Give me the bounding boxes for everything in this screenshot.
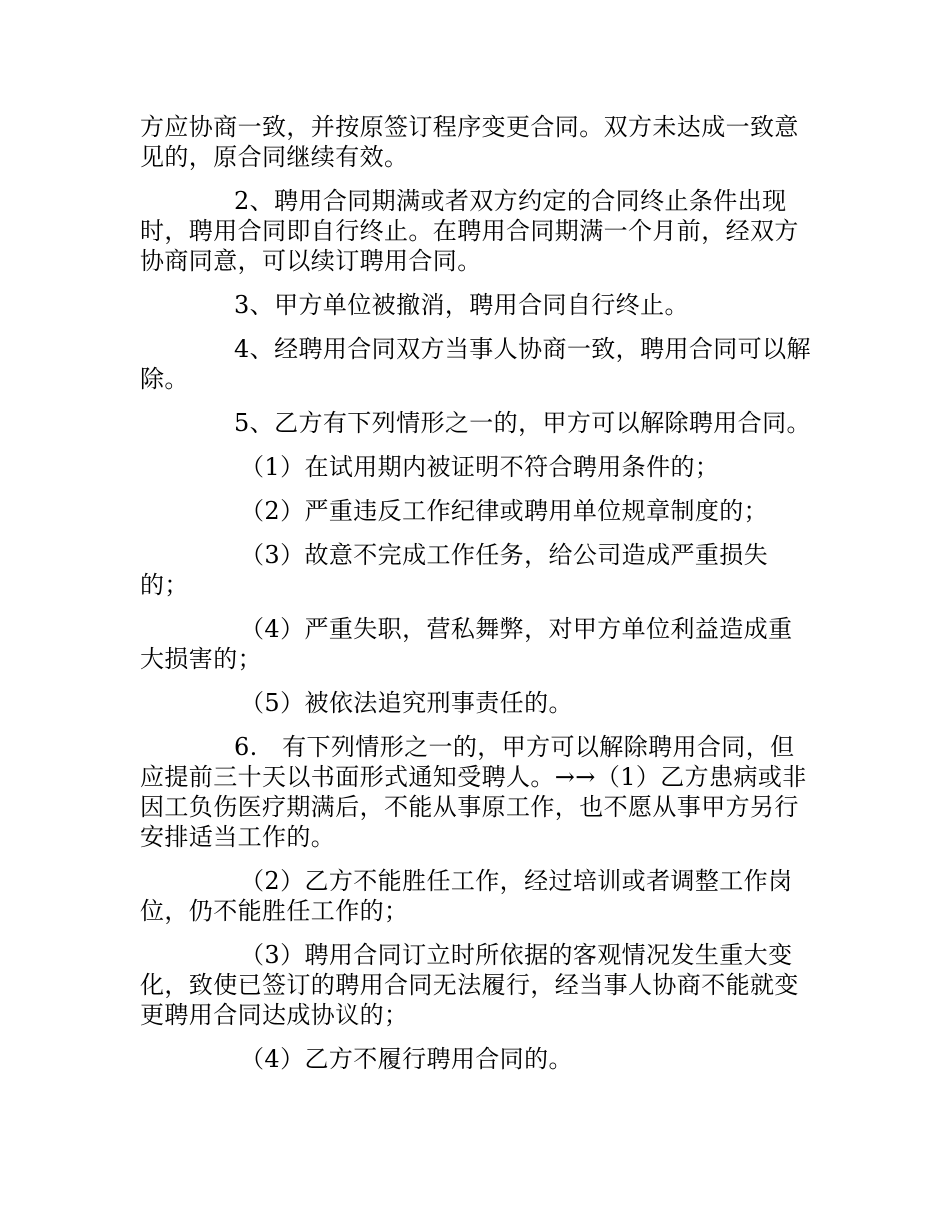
paragraph-clause-3: 3、甲方单位被撤消，聘用合同自行终止。 bbox=[234, 291, 689, 319]
paragraph-clause-6: 6. 有下列情形之一的，甲方可以解除聘用合同，但应提前三十天以书面形式通知受聘人。→→（1）乙方患病或非因工负伤医疗期满后，不能从事原工作，也不愿从事甲方另行安排适当工作的。 bbox=[140, 733, 807, 851]
paragraph-item-5-2: （2）严重违反工作纪律或聘用单位规章制度的； bbox=[240, 497, 769, 525]
paragraph-clause-2: 2、聘用合同期满或者双方约定的合同终止条件出现时，聘用合同即自行终止。在聘用合同期满一个月前，经双方协商同意，可以续订聘用合同。 bbox=[140, 187, 799, 275]
document-body bbox=[140, 112, 815, 1088]
paragraph-item-6-3: （3）聘用合同订立时所依据的客观情况发生重大变化，致使已签订的聘用合同无法履行，经当事人协商不能就变更聘用合同达成协议的； bbox=[140, 941, 799, 1029]
paragraph-item-5-5: （5）被依法追究刑事责任的。 bbox=[240, 689, 573, 717]
paragraph-item-5-1: （1）在试用期内被证明不符合聘用条件的； bbox=[240, 453, 720, 481]
paragraph-clause-5: 5、乙方有下列情形之一的，甲方可以解除聘用合同。 bbox=[234, 409, 811, 437]
paragraph-item-6-2: （2）乙方不能胜任工作，经过培训或者调整工作岗位，仍不能胜任工作的； bbox=[140, 867, 793, 925]
paragraph-clause-4: 4、经聘用合同双方当事人协商一致，聘用合同可以解除。 bbox=[140, 335, 811, 393]
paragraph-item-5-3: （3）故意不完成工作任务，给公司造成严重损失的； bbox=[140, 541, 769, 599]
paragraph-continuation: 方应协商一致，并按原签订程序变更合同。双方未达成一致意见的，原合同继续有效。 bbox=[140, 113, 799, 171]
paragraph-item-5-4: （4）严重失职，营私舞弊，对甲方单位利益造成重大损害的； bbox=[140, 615, 793, 673]
paragraph-item-6-4: （4）乙方不履行聘用合同的。 bbox=[240, 1045, 573, 1073]
